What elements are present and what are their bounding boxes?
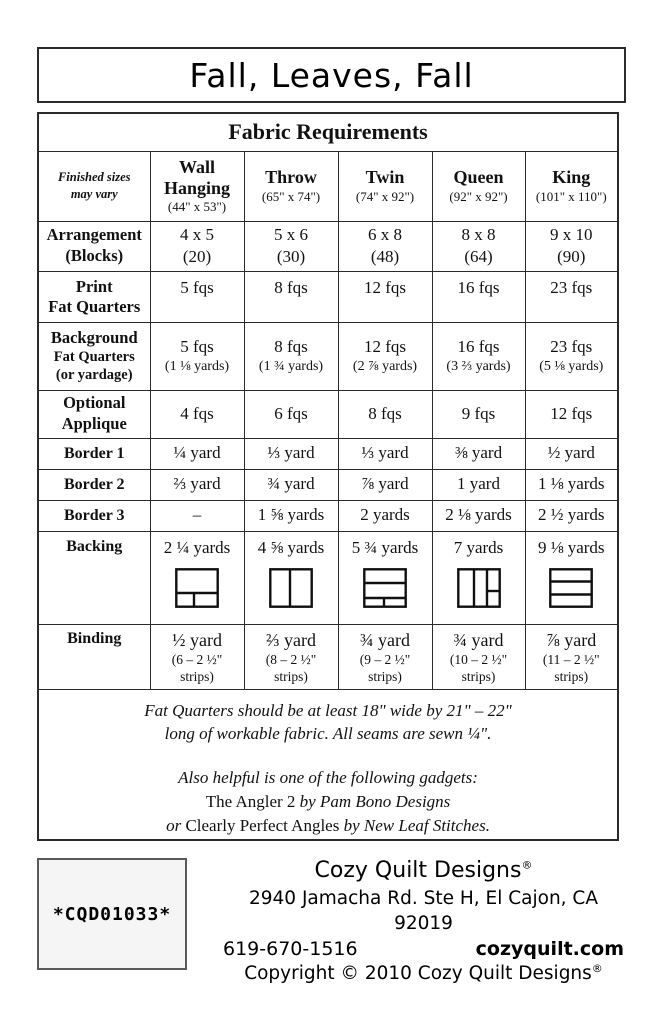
row-label-line: (or yardage) [55, 367, 133, 384]
cell-background-wall [150, 322, 244, 390]
cell-subvalue: (3 ⅔ yards) [446, 359, 511, 375]
cell-value: 1 ⅝ yards [257, 505, 325, 525]
row-label-line: (Blocks) [65, 246, 124, 265]
cell-background-king [525, 322, 618, 390]
cell-value: 8 fqs [274, 277, 308, 297]
cell-subvalue: (10 – 2 ½" [449, 651, 508, 667]
cell-value: 5 fqs [180, 277, 214, 297]
gadgets-note [42, 766, 614, 837]
row-notes [38, 689, 618, 840]
pattern-number-box [37, 858, 187, 970]
cell-applique-king [525, 390, 618, 438]
cell-value: 1 ⅛ yards [537, 474, 605, 494]
cell-value: ⅞ yard [546, 629, 597, 650]
cell-value: ⅓ yard [361, 443, 409, 463]
phone-number: 619-670-1516 [223, 937, 358, 960]
cell-value: ⅔ yard [173, 474, 221, 494]
cell-value: 8 fqs [274, 337, 308, 357]
row-background [38, 322, 618, 390]
row-label-line: Background [50, 327, 138, 347]
cell-binding-queen [432, 624, 525, 689]
cell-binding-twin [338, 624, 432, 689]
header-row [38, 151, 618, 221]
row-label-binding: Binding [38, 624, 150, 689]
cell-value: ¾ yard [267, 474, 315, 494]
cell-border2-king [525, 469, 618, 500]
cell-value: ½ yard [547, 443, 595, 463]
cell-value: ⅓ yard [267, 443, 315, 463]
cell-value: 23 fqs [550, 277, 593, 297]
cell-value: 1 yard [457, 474, 500, 494]
cell-value: 7 yards [453, 537, 504, 557]
cell-applique-wall [150, 390, 244, 438]
cell-subvalue: (6 – 2 ½" [171, 651, 223, 667]
cell-value: 16 fqs [457, 277, 500, 297]
gadgets-intro: Also helpful is one of the following gadgets: [178, 768, 478, 788]
backing-layout-diagram-throw [269, 568, 313, 608]
cell-subvalue: (11 – 2 ½" [542, 651, 600, 667]
cell-border3-queen [432, 500, 525, 531]
cell-backing-wall [150, 531, 244, 624]
cell-value: 4 fqs [180, 403, 214, 423]
column-size: (101" x 110") [535, 188, 607, 204]
row-label-border1: Border 1 [38, 438, 150, 469]
cell-subvalue: (1 ⅛ yards) [164, 359, 230, 375]
corner-note-line2: may vary [70, 187, 118, 201]
cell-binding-wall [150, 624, 244, 689]
row-label-background [38, 322, 150, 390]
row-backing [38, 531, 618, 624]
column-size: (44" x 53") [167, 199, 227, 215]
gadget1-by: by Pam Bono Designs [295, 791, 451, 811]
cell-value: 12 fqs [363, 277, 407, 297]
cell-border3-wall [150, 500, 244, 531]
cell-print-throw [244, 271, 338, 322]
row-optional-applique [38, 390, 618, 438]
pattern-number: *CQD01033* [52, 903, 172, 925]
column-header-throw [244, 151, 338, 221]
table-heading-row [38, 113, 618, 151]
column-header-king [525, 151, 618, 221]
row-label-applique [38, 390, 150, 438]
cell-value: 9 ⅛ yards [537, 537, 605, 557]
cell-applique-throw [244, 390, 338, 438]
cell-value: – [192, 505, 202, 525]
cell-value: 16 fqs [457, 337, 500, 357]
cell-subvalue: (8 – 2 ½" [265, 651, 317, 667]
company-name [221, 858, 626, 884]
copyright-line [221, 962, 626, 987]
cell-background-throw [244, 322, 338, 390]
cell-print-king [525, 271, 618, 322]
cell-value: 2 ½ yards [537, 505, 605, 525]
row-label-line: Fat Quarters [53, 349, 135, 366]
cell-subvalue: (9 – 2 ½" [359, 651, 411, 667]
copyright-text: Copyright © 2010 Cozy Quilt Designs [244, 963, 592, 985]
row-label-line: Print [75, 276, 113, 296]
column-name: Queen [453, 167, 504, 188]
gadget1-name: The Angler 2 [205, 791, 296, 811]
cell-value: 2 ¼ yards [163, 537, 231, 557]
cell-border2-queen [432, 469, 525, 500]
row-label-backing: Backing [38, 531, 150, 624]
row-label-arrangement [38, 221, 150, 271]
cell-value: ⅔ yard [266, 629, 316, 650]
backing-layout-diagram-queen [457, 568, 501, 608]
cell-arrangement-queen [432, 221, 525, 271]
cell-print-wall [150, 271, 244, 322]
row-arrangement [38, 221, 618, 271]
row-label-line: Fat Quarters [48, 297, 141, 317]
cell-value: 5 fqs [180, 337, 214, 357]
company-address: 2940 Jamacha Rd. Ste H, El Cajon, CA 92019 [249, 887, 598, 934]
cell-print-twin [338, 271, 432, 322]
cell-subvalue: strips) [274, 668, 308, 684]
column-header-wall-hanging [150, 151, 244, 221]
notes-cell [38, 689, 618, 840]
row-label-line: Arrangement [46, 225, 142, 245]
pattern-title: Fall, Leaves, Fall [189, 55, 474, 95]
registered-mark: ® [521, 859, 533, 873]
cell-subvalue: (5 ⅛ yards) [539, 359, 604, 375]
cell-border2-twin [338, 469, 432, 500]
cell-border1-throw [244, 438, 338, 469]
cell-value: 8 x 8 [461, 224, 496, 244]
cell-subvalue: (2 ⅞ yards) [352, 359, 418, 375]
company-name-text: Cozy Quilt Designs [314, 858, 522, 884]
column-size: (92" x 92") [449, 188, 508, 204]
column-name: Throw [265, 167, 317, 188]
gadget2-name: Clearly Perfect Angles [185, 815, 340, 835]
cell-arrangement-king [525, 221, 618, 271]
corner-note-line1: Finished sizes [57, 170, 131, 185]
cell-border1-queen [432, 438, 525, 469]
cell-value: 2 ⅛ yards [445, 505, 512, 525]
row-label-line: Applique [61, 414, 127, 433]
cell-applique-twin [338, 390, 432, 438]
cell-backing-queen [432, 531, 525, 624]
backing-layout-diagram-twin [363, 568, 407, 608]
cell-binding-throw [244, 624, 338, 689]
cell-applique-queen [432, 390, 525, 438]
cell-value: 5 x 6 [274, 224, 308, 244]
cell-value: ¾ yard [360, 629, 410, 650]
website: cozyquilt.com [475, 937, 624, 960]
column-header-queen [432, 151, 525, 221]
cell-backing-twin [338, 531, 432, 624]
row-label-border3: Border 3 [38, 500, 150, 531]
cell-border1-king [525, 438, 618, 469]
fabric-requirements-table [37, 112, 619, 841]
cell-subvalue: (48) [370, 247, 400, 266]
contact-line [221, 937, 626, 963]
cell-arrangement-throw [244, 221, 338, 271]
cell-value: ¼ yard [173, 443, 221, 463]
cell-value: 8 fqs [368, 403, 402, 423]
row-label-border2: Border 2 [38, 469, 150, 500]
row-print-fat-quarters [38, 271, 618, 322]
cell-value: ¾ yard [453, 629, 504, 650]
row-binding [38, 624, 618, 689]
registered-mark: ® [591, 962, 603, 976]
cell-background-queen [432, 322, 525, 390]
cell-backing-king [525, 531, 618, 624]
cell-value: ½ yard [172, 629, 222, 650]
cell-subvalue: strips) [368, 668, 402, 684]
cell-subvalue: (20) [182, 247, 212, 266]
cell-subvalue: (64) [464, 247, 493, 266]
cell-value: 4 x 5 [180, 224, 214, 244]
corner-note [38, 151, 150, 221]
row-border3 [38, 500, 618, 531]
cell-border2-throw [244, 469, 338, 500]
cell-value: 12 fqs [363, 337, 407, 357]
backing-layout-diagram-king [549, 568, 593, 608]
row-label-line: Optional [63, 393, 126, 413]
cell-value: 9 x 10 [550, 224, 593, 244]
gadget2-by: by New Leaf Stitches. [339, 815, 490, 835]
cell-arrangement-twin [338, 221, 432, 271]
cell-value: 9 fqs [461, 403, 496, 423]
table-heading: Fabric Requirements [38, 113, 618, 151]
cell-border2-wall [150, 469, 244, 500]
cell-binding-king [525, 624, 618, 689]
cell-subvalue: strips) [554, 668, 589, 684]
cell-border3-throw [244, 500, 338, 531]
cell-print-queen [432, 271, 525, 322]
column-size: (74" x 92") [355, 188, 415, 204]
gadget2-or: or [166, 815, 186, 835]
cell-backing-throw [244, 531, 338, 624]
cell-background-twin [338, 322, 432, 390]
fat-quarter-note [42, 699, 614, 747]
cell-subvalue: (30) [276, 247, 306, 266]
row-border2 [38, 469, 618, 500]
cell-value: 6 x 8 [368, 224, 402, 244]
cell-border1-wall [150, 438, 244, 469]
cell-value: 23 fqs [550, 337, 593, 357]
cell-value: 6 fqs [274, 403, 308, 423]
cell-value: ⅜ yard [454, 443, 503, 463]
fat-quarter-note-line1: Fat Quarters should be at least 18" wide by 21" – 22" [144, 700, 512, 720]
cell-subvalue: strips) [461, 668, 496, 684]
backing-layout-diagram-wall [175, 568, 219, 608]
fat-quarter-note-line2: long of workable fabric. All seams are sewn ¼". [164, 724, 492, 744]
cell-subvalue: strips) [180, 668, 214, 684]
cell-border3-twin [338, 500, 432, 531]
cell-value: 4 ⅝ yards [257, 537, 325, 557]
cell-border3-king [525, 500, 618, 531]
row-label-print [38, 271, 150, 322]
cell-value: ⅞ yard [361, 474, 409, 494]
cell-value: 12 fqs [550, 403, 593, 423]
cell-arrangement-wall [150, 221, 244, 271]
row-border1 [38, 438, 618, 469]
column-name: King [552, 167, 591, 188]
title-box [37, 47, 626, 103]
column-size: (65" x 74") [261, 188, 321, 204]
column-name: Twin [365, 167, 405, 188]
publisher-info [221, 858, 626, 987]
cell-value: 5 ¾ yards [351, 537, 419, 557]
cell-value: 2 yards [360, 505, 410, 525]
cell-border1-twin [338, 438, 432, 469]
column-header-twin [338, 151, 432, 221]
cell-subvalue: (1 ¾ yards) [258, 359, 324, 375]
cell-subvalue: (90) [557, 247, 586, 266]
footer [37, 858, 626, 987]
column-name: Wall Hanging [163, 156, 231, 198]
